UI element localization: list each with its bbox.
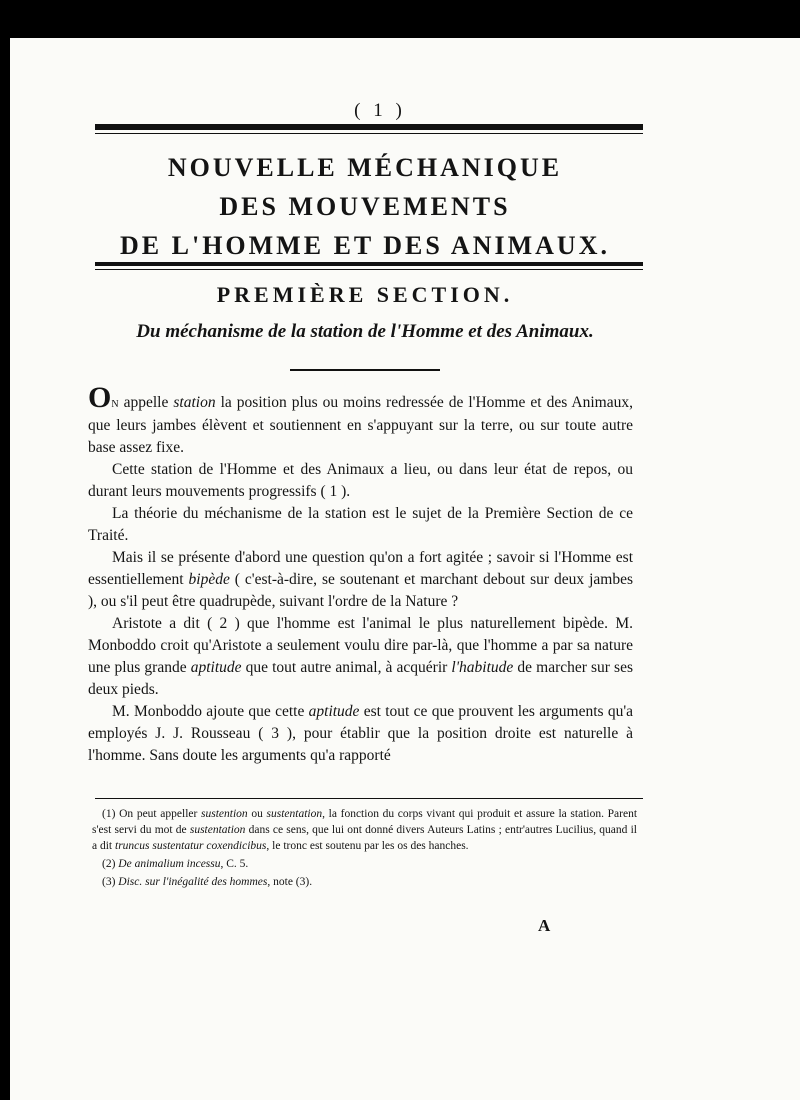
body-text (88, 381, 633, 767)
paragraph-5: Aristote a dit ( 2 ) que l'homme est l'animal le plus naturellement bipède. M. Monboddo croit qu'Aristote a seulement voulu dire par-là, que l'homme a par sa nature une plus grande aptitude que tout autre animal, à acquérir l'habitude de marcher sur ses deux pieds. (88, 615, 633, 698)
footnote-rule (95, 798, 643, 799)
title-line-3: DE L'HOMME ET DES ANIMAUX. (120, 231, 610, 260)
drop-cap: O (88, 381, 112, 414)
section-subtitle: Du méchanisme de la station de l'Homme et des Animaux. (136, 321, 594, 342)
section-heading: PREMIÈRE SECTION. (216, 282, 514, 307)
header-thick-rule (95, 124, 643, 130)
footnote-2: (2) De animalium incessu, C. 5. (102, 858, 249, 870)
page-number: ( 1 ) (354, 100, 406, 121)
signature-mark: A (538, 916, 551, 935)
title-line-1: NOUVELLE MÉCHANIQUE (167, 153, 563, 182)
section-divider (290, 369, 440, 371)
title-thick-rule (95, 262, 643, 266)
title-line-2: DES MOUVEMENTS (219, 192, 511, 221)
title-thin-rule (95, 269, 643, 270)
footnotes (92, 806, 637, 892)
paragraph-1: On appelle station la position plus ou moins redressée de l'Homme et des Animaux, que leurs jambes élèvent et soutiennent en s'appuyant sur la terre, ou sur toute autre base assez fixe. (88, 381, 633, 456)
header-thin-rule (95, 133, 643, 134)
footnote-3: (3) Disc. sur l'inégalité des hommes, note (3). (102, 876, 313, 888)
footnote-1: (1) On peut appeller sustention ou sustentation, la fonction du corps vivant qui produit et assure la station. Parent s'est servi du mot de sustentation dans ce sens, que lui ont donné divers Auteurs Latins ; entr'autres Lucilius, quand il a dit truncus sustentatur coxendicibus, le tronc est soutenu par les os des hanches. (92, 808, 638, 852)
paragraph-6: M. Monboddo ajoute que cette aptitude est tout ce que prouvent les arguments qu'a employés J. J. Rousseau ( 3 ), pour établir que la position droite est naturelle à l'homme. Sans doute les arguments qu'a rapporté (88, 703, 633, 764)
book-title (85, 148, 645, 265)
document-page (10, 38, 800, 1100)
paragraph-3: La théorie du méchanisme de la station est le sujet de la Première Section de ce Traité. (88, 505, 633, 544)
paragraph-2: Cette station de l'Homme et des Animaux a lieu, ou dans leur état de repos, ou durant leurs mouvements progressifs ( 1 ). (88, 461, 633, 500)
paragraph-4: Mais il se présente d'abord une question qu'on a fort agitée ; savoir si l'Homme est essentiellement bipède ( c'est-à-dire, se soutenant et marchant debout sur deux jambes ), ou s'il peut être quadrupède, suivant l'ordre de la Nature ? (88, 549, 633, 610)
